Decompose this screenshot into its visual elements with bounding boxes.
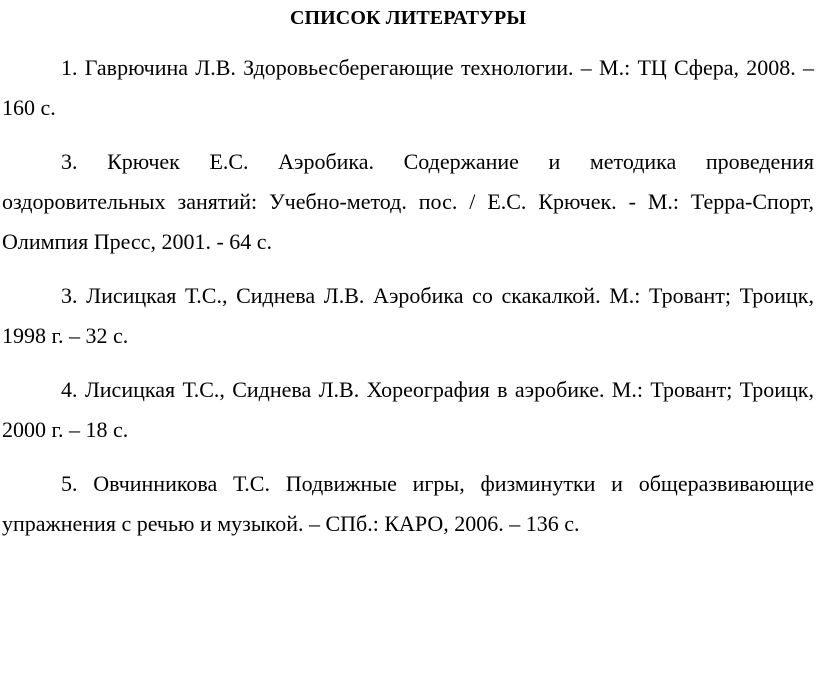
reference-item-4: 4. Лисицкая Т.С., Сиднева Л.В. Хореография в аэробике. М.: Тровант; Троицк, 2000 г. – 18 с.	[2, 377, 814, 442]
reference-item-5: 5. Овчинникова Т.С. Подвижные игры, физминутки и общеразвивающие упражнения с речью и музыкой. – СПб.: КАРО, 2006. – 136 с.	[2, 471, 814, 536]
reference-item-2: 3. Крючек Е.С. Аэробика. Содержание и методика проведения оздоровительных занятий: Учебно-метод. пос. / Е.С. Крючек. - М.: Терра-Спорт, Олимпия Пресс, 2001. - 64 с.	[2, 149, 814, 254]
reference-item-3: 3. Лисицкая Т.С., Сиднева Л.В. Аэробика со скакалкой. М.: Тровант; Троицк, 1998 г. – 32 с.	[2, 283, 814, 348]
page-title: СПИСОК ЛИТЕРАТУРЫ	[289, 7, 527, 29]
reference-item-1: 1. Гаврючина Л.В. Здоровьесберегающие технологии. – М.: ТЦ Сфера, 2008. – 160 с.	[2, 55, 814, 120]
reference-list	[2, 48, 814, 544]
